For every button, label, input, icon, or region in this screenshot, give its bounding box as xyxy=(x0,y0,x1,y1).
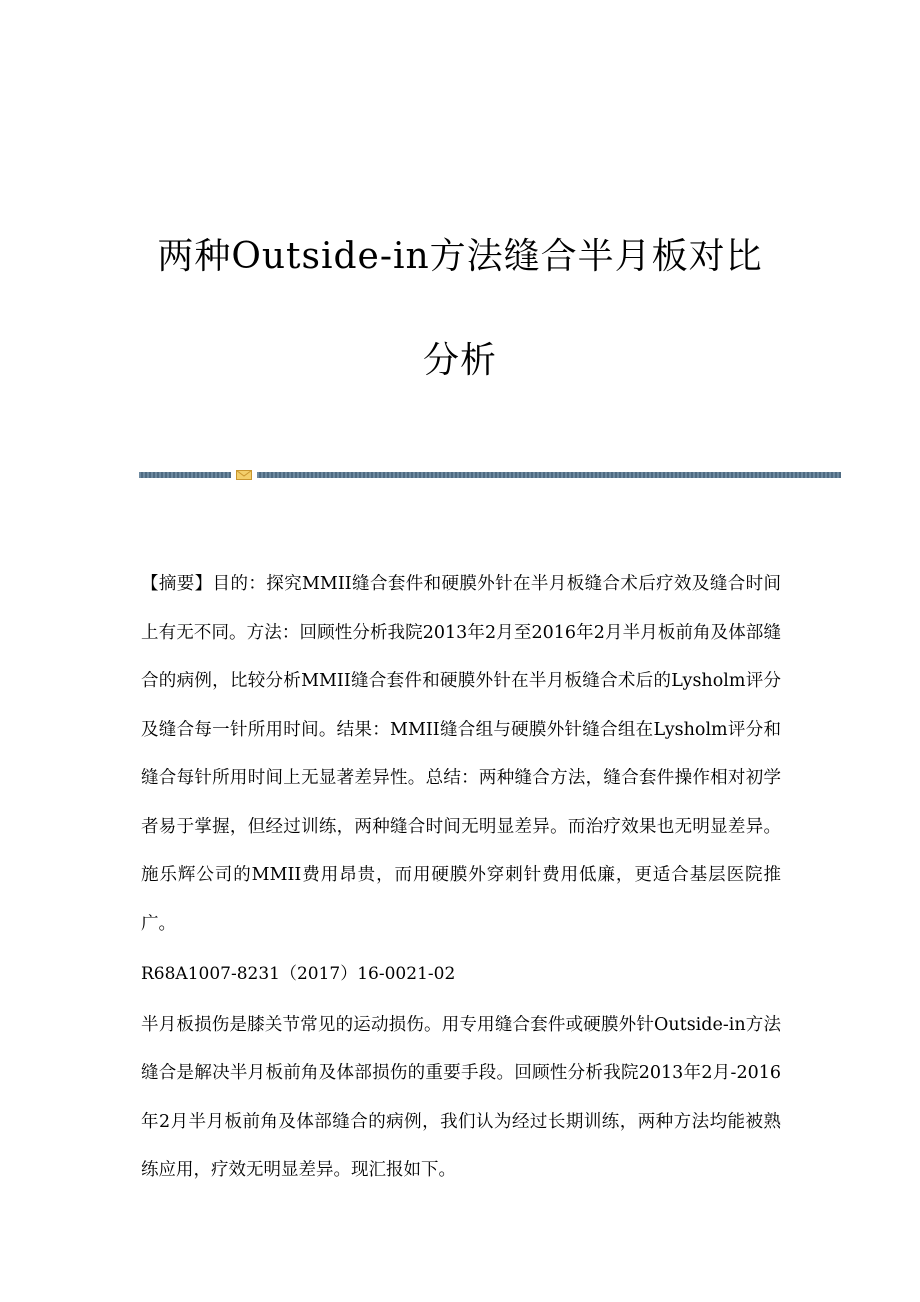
title-block xyxy=(0,205,920,413)
title-line-1: 两种Outside-in方法缝合半月板对比 xyxy=(157,236,763,277)
intro-paragraph: 半月板损伤是膝关节常见的运动损伤。用专用缝合套件或硬膜外针Outside-in方法缝合是解决半月板前角及体部损伤的重要手段。回顾性分析我院2013年2月-2016年2月半月板前角及体部缝合的病例，我们认为经过长期训练，两种方法均能被熟练应用，疗效无明显差异。现汇报如下。 xyxy=(141,1014,781,1180)
title-line-2: 分析 xyxy=(422,340,497,381)
classification-code: R68A1007-8231（2017）16-0021-02 xyxy=(141,964,456,984)
divider-bar-right xyxy=(257,472,841,478)
envelope-icon xyxy=(236,470,252,480)
abstract-paragraph: 【摘要】目的：探究MMII缝合套件和硬膜外针在半月板缝合术后疗效及缝合时间上有无不同。方法：回顾性分析我院2013年2月至2016年2月半月板前角及体部缝合的病例，比较分析MMII缝合套件和硬膜外针在半月板缝合术后的Lysholm评分及缝合每一针所用时间。结果：MMII缝合组与硬膜外针缝合组在Lysholm评分和缝合每针所用时间上无显著差异性。总结：两种缝合方法，缝合套件操作相对初学者易于掌握，但经过训练，两种缝合时间无明显差异。而治疗效果也无明显差异。施乐辉公司的MMII费用昂贵，而用硬膜外穿刺针费用低廉，更适合基层医院推广。 xyxy=(141,574,781,934)
divider-bar-left xyxy=(139,472,231,478)
body-content xyxy=(141,560,781,1197)
title-divider xyxy=(139,470,841,480)
